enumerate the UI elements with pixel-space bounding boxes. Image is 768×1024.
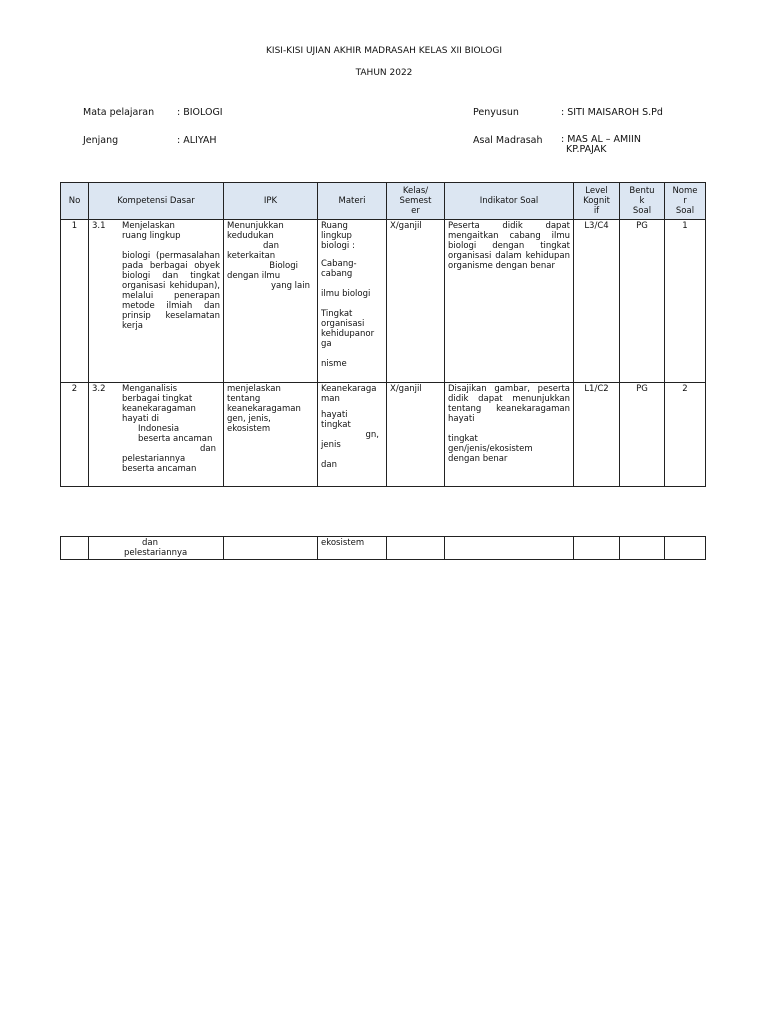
header-level-1: Level [585, 186, 608, 196]
jenjang-value: : ALIYAH [177, 135, 217, 146]
cell-bentuk [620, 537, 665, 560]
materi-text-b: Cabang-cabang [321, 259, 357, 279]
kisi-kisi-table [60, 182, 706, 487]
header-nomor-3: Soal [675, 206, 695, 216]
kd-text-a: Menjelaskan ruang lingkup [122, 221, 181, 241]
table-row [61, 383, 706, 487]
cell-kd [89, 383, 224, 487]
cell-level [574, 537, 620, 560]
table-row [61, 220, 706, 383]
header-kelas-1: Kelas/ [402, 186, 429, 196]
materi-text-a: Keanekaraga man [321, 384, 377, 404]
meta-penyusun [473, 107, 663, 118]
header-kelas [387, 183, 445, 220]
header-ipk: IPK [224, 183, 318, 220]
indikator-text-a: Disajikan gambar, peserta didik dapat menunjukkan tentang keanekaragaman hayati [448, 384, 570, 424]
materi-text-b: hayati tingkat [321, 410, 351, 430]
asal-value-line-1: : MAS AL – AMIIN [561, 134, 641, 145]
ipk-text-c: keterkaitan [227, 251, 276, 261]
kd-text-a: dan [142, 538, 158, 548]
cell-bentuk: PG [620, 220, 665, 383]
kd-text-f: beserta ancaman [122, 464, 197, 474]
ipk-text-f: yang lain [270, 281, 310, 291]
cell-ipk [224, 537, 318, 560]
kd-text-b: biologi (permasalahan pada berbagai obyek biologi dan tingkat organisasi kehidupan), melalui penerapan metode ilmiah dan prinsip keselamatan kerja [122, 251, 220, 331]
meta-mapel [83, 107, 223, 118]
materi-text-e: nisme [321, 359, 347, 369]
header-bentuk [620, 183, 665, 220]
cell-no [61, 537, 89, 560]
materi-text-c: gn, [365, 430, 379, 440]
cell-nomor: 1 [665, 220, 706, 383]
penyusun-label: Penyusun [473, 107, 519, 118]
asal-value-line-2: KP.PAJAK [566, 144, 607, 155]
kd-number: 3.2 [92, 384, 106, 394]
cell-kd [89, 537, 224, 560]
indikator-text-b: tingkat gen/jenis/ekosistem dengan benar [448, 434, 533, 464]
kd-text-e: pelestariannya [122, 454, 186, 464]
header-level-2: Kognit [583, 196, 610, 206]
document-title: KISI-KISI UJIAN AKHIR MADRASAH KELAS XII BIOLOGI [266, 46, 502, 56]
cell-no: 2 [61, 383, 89, 487]
header-nomor-1: Nome [672, 186, 698, 196]
asal-label: Asal Madrasah [473, 135, 543, 146]
materi-text-a: Ruang lingkup biologi : [321, 221, 355, 251]
kd-text-c: beserta ancaman [138, 434, 213, 444]
materi-text-c: ilmu biologi [321, 289, 371, 299]
ipk-text-a: Menunjukkan kedudukan [227, 221, 284, 241]
materi-text-d: Tingkat organisasi kehidupanor ga [321, 309, 375, 349]
asal-value [561, 135, 641, 155]
header-bentuk-1: Bentu [629, 186, 655, 196]
ipk-text-d: Biologi [269, 261, 298, 271]
cell-materi: ekosistem [318, 537, 387, 560]
header-materi: Materi [318, 183, 387, 220]
header-level-3: if [593, 206, 600, 216]
cell-indikator: Peserta didik dapat mengaitkan cabang ilmu biologi dengan tingkat organisasi dalam kehidupan organisme dengan benar [445, 220, 574, 383]
cell-ipk [224, 220, 318, 383]
header-nomor [665, 183, 706, 220]
cell-ipk: menjelaskan tentang keanekaragaman gen, jenis, ekosistem [224, 383, 318, 487]
cell-nomor [665, 537, 706, 560]
kd-text-d: dan [200, 444, 216, 454]
cell-kelas [387, 537, 445, 560]
kd-text-b: pelestariannya [124, 548, 188, 558]
kisi-kisi-table-continuation [60, 536, 706, 560]
header-kd: Kompetensi Dasar [89, 183, 224, 220]
cell-level: L3/C4 [574, 220, 620, 383]
cell-indikator [445, 537, 574, 560]
cell-materi [318, 383, 387, 487]
mapel-label: Mata pelajaran [83, 107, 155, 118]
materi-text-d: jenis [321, 440, 341, 450]
kd-text-a: Menganalisis berbagai tingkat keanekaragaman hayati di [122, 384, 196, 424]
cell-kelas: X/ganjil [387, 220, 445, 383]
jenjang-label: Jenjang [83, 135, 119, 146]
header-no: No [61, 183, 89, 220]
header-indikator: Indikator Soal [445, 183, 574, 220]
penyusun-value: : SITI MAISAROH S.Pd [561, 107, 663, 118]
mapel-value: : BIOLOGI [177, 107, 223, 118]
kd-text-b: Indonesia [138, 424, 180, 434]
cell-kelas: X/ganjil [387, 383, 445, 487]
ipk-text-b: dan [263, 241, 279, 251]
materi-text-e: dan [321, 460, 337, 470]
table-row [61, 537, 706, 560]
document-year: TAHUN 2022 [355, 68, 413, 78]
ipk-text-e: dengan ilmu [227, 271, 281, 281]
header-kelas-3: er [411, 206, 420, 216]
cell-indikator [445, 383, 574, 487]
kd-number: 3.1 [92, 221, 106, 231]
header-nomor-2: r [683, 196, 687, 206]
meta-asal [473, 135, 641, 155]
header-level [574, 183, 620, 220]
meta-jenjang [83, 135, 217, 146]
cell-no: 1 [61, 220, 89, 383]
table-header-row [61, 183, 706, 220]
cell-kd [89, 220, 224, 383]
cell-bentuk: PG [620, 383, 665, 487]
cell-materi [318, 220, 387, 383]
cell-level: L1/C2 [574, 383, 620, 487]
header-kelas-2: Semest [399, 196, 432, 206]
header-bentuk-2: k [639, 196, 645, 206]
header-bentuk-3: Soal [632, 206, 652, 216]
cell-nomor: 2 [665, 383, 706, 487]
